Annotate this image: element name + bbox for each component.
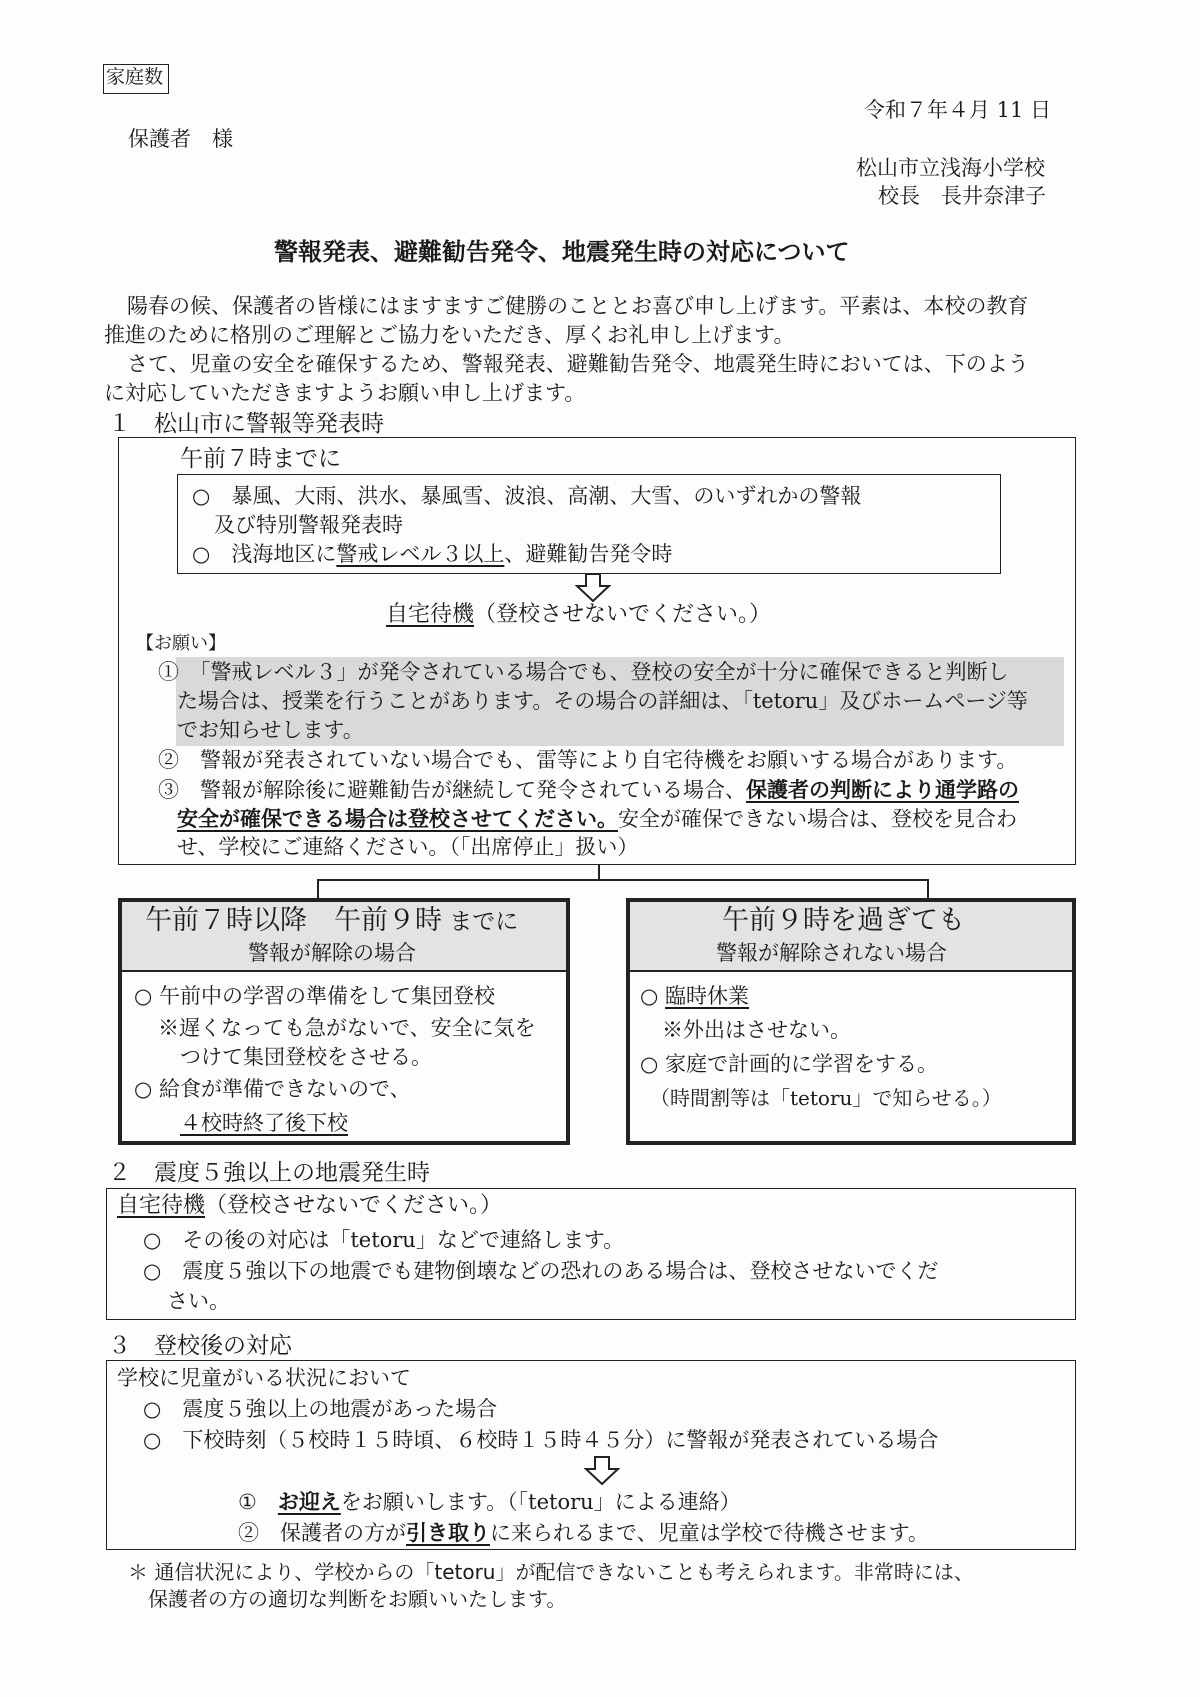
down-arrow-icon	[575, 573, 611, 603]
request-3-line2: 安全が確保できる場合は登校させてください。安全が確保できない場合は、登校を見合わ	[177, 806, 1017, 831]
household-stamp-text: 家庭数	[106, 66, 164, 88]
not-lifted-subtitle: 警報が解除されない場合	[716, 941, 947, 965]
issue-date: 令和７年４月 11 日	[864, 98, 1052, 122]
section3-item-1: ○ 震度５強以上の地震があった場合	[143, 1397, 498, 1421]
lifted-title: 午前７時以降 午前９時 までに	[145, 905, 519, 936]
school-closure: ○ 臨時休業	[640, 984, 750, 1008]
document-title: 警報発表、避難勧告発令、地震発生時の対応について	[274, 237, 850, 266]
section3-heading: ３ 登校後の対応	[108, 1333, 292, 1359]
request-1-line2: た場合は、授業を行うことがあります。その場合の詳細は、「tetoru」及びホームページ等	[177, 689, 1028, 713]
intro-p2-line1: さて、児童の安全を確保するため、警報発表、避難勧告発令、地震発生時においては、下のよう	[127, 352, 1029, 376]
timetable-note: （時間割等は「tetoru」で知らせる。）	[650, 1086, 1002, 1110]
section3-lead: 学校に児童がいる状況において	[117, 1366, 411, 1390]
intro-p1-line2: 推進のために格別のご理解とご協力をいただき、厚くお礼申し上げます。	[104, 323, 795, 347]
request-2: ② 警報が発表されていない場合でも、雷等により自宅待機をお願いする場合があります。	[158, 748, 1018, 772]
earthquake-item-1: ○ その後の対応は「tetoru」などで連絡します。	[143, 1228, 625, 1252]
footnote-line2: 保護者の方の適切な判断をお願いいたします。	[148, 1587, 567, 1611]
condition-warnings-line2: 及び特別警報発表時	[214, 513, 403, 537]
section3-item-2: ○ 下校時刻（５校時１５時頃、６校時１５時４５分）に警報が発表されている場合	[143, 1428, 939, 1452]
earthquake-item-2-line2: さい。	[167, 1289, 230, 1313]
lifted-subtitle: 警報が解除の場合	[248, 941, 416, 965]
branch-connector	[598, 865, 600, 880]
intro-p2-line2: に対応していただきますようお願い申し上げます。	[104, 381, 586, 405]
home-study-item: ○ 家庭で計画的に学習をする。	[640, 1052, 938, 1076]
condition-evacuation: ○ 浅海地区に警戒レベル３以上、避難勧告発令時	[192, 542, 673, 566]
lifted-note-1-line2: つけて集団登校をさせる。	[180, 1045, 432, 1069]
footnote-line1: ＊ 通信状況により、学校からの「tetoru」が配信できないことも考えられます。非常時には、	[128, 1560, 974, 1584]
request-1-line1: ① 「警戒レベル３」が発令されている場合でも、登校の安全が十分に確保できると判断し	[158, 660, 1009, 684]
earthquake-item-2-line1: ○ 震度５強以下の地震でも建物倒壊などの恐れのある場合は、登校させないでくだ	[143, 1259, 939, 1283]
lifted-item-1: ○ 午前中の学習の準備をして集団登校	[134, 984, 495, 1008]
lifted-note-1-line1: ※遅くなっても急がないで、安全に気を	[158, 1016, 536, 1040]
no-going-out-note: ※外出はさせない。	[662, 1018, 851, 1042]
before-7am-label: 午前７時までに	[180, 446, 341, 472]
condition-warnings-line1: ○ 暴風、大雨、洪水、暴風雪、波浪、高潮、大雪、のいずれかの警報	[192, 484, 862, 508]
request-1-line3: でお知らせします。	[177, 718, 364, 742]
branch-left-drop	[317, 879, 319, 899]
school-name: 松山市立浅海小学校	[856, 156, 1045, 180]
down-arrow-icon-2	[584, 1456, 620, 1486]
stay-home-notice: 自宅待機（登校させないでください。）	[386, 602, 772, 627]
request-title: 【お願い】	[136, 633, 226, 654]
earthquake-stay-home: 自宅待機（登校させないでください。）	[117, 1193, 503, 1218]
dismiss-after-period-4: ４校時終了後下校	[180, 1111, 348, 1135]
pickup-step-2: ② 保護者の方が引き取りに来られるまで、児童は学校で待機させます。	[238, 1521, 929, 1545]
section1-heading: １ 松山市に警報等発表時	[108, 411, 384, 437]
request-3-line3: せ、学校にご連絡ください。（「出席停止」扱い）	[177, 835, 639, 859]
pickup-step-1: ① お迎えをお願いします。（「tetoru」による連絡）	[238, 1490, 741, 1514]
principal-name: 校長 長井奈津子	[878, 184, 1046, 208]
section2-heading: ２ 震度５強以上の地震発生時	[108, 1160, 430, 1186]
recipient: 保護者 様	[128, 127, 233, 151]
alert-level-3-highlight: 警戒レベル３以上	[336, 542, 505, 566]
branch-connector-h	[317, 879, 929, 881]
request-3-line1: ③ 警報が解除後に避難勧告が継続して発令されている場合、保護者の判断により通学路の	[158, 777, 1019, 802]
lifted-item-2: ○ 給食が準備できないので、	[134, 1077, 411, 1101]
intro-p1-line1: 陽春の候、保護者の皆様にはますますご健勝のこととお喜び申し上げます。平素は、本校の教育	[127, 294, 1029, 318]
branch-right-drop	[927, 879, 929, 899]
not-lifted-title: 午前９時を過ぎても	[722, 905, 965, 936]
